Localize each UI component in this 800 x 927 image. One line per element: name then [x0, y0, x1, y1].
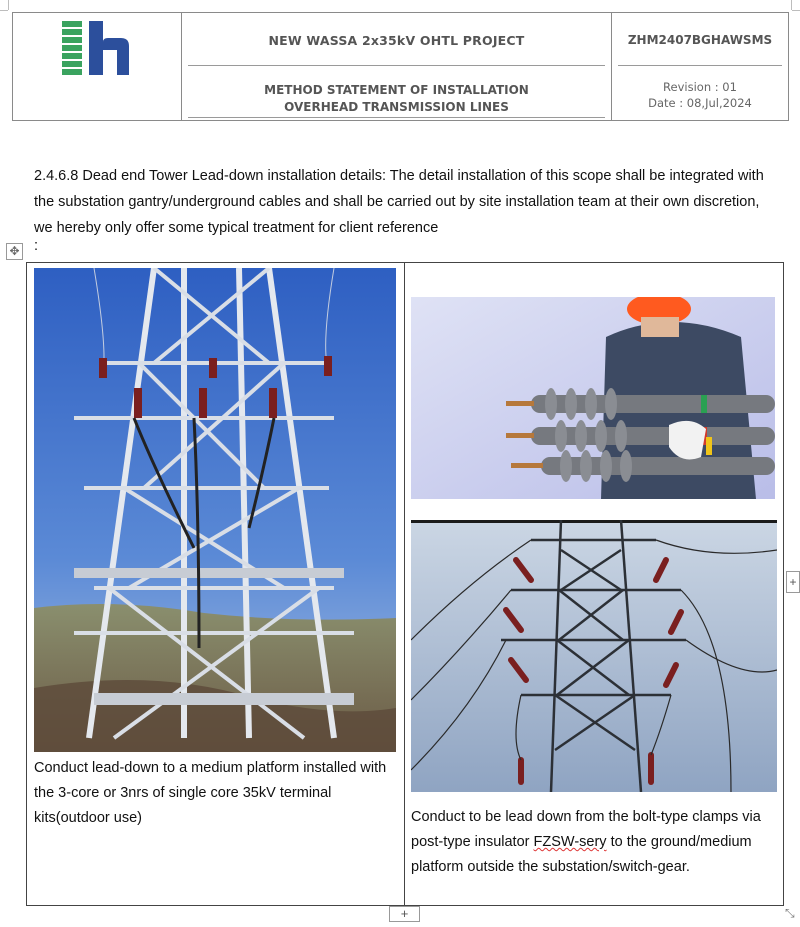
section-paragraph: 2.4.6.8 Dead end Tower Lead-down installation details: The detail installation of this scope shall be integrated with the substation gantry/underground cables and shall be carried out by site installation team at their own discretion, we hereby only offer some typical treatment for client reference	[34, 168, 764, 236]
spellcheck-flagged-word[interactable]: FZSW-sery	[533, 834, 607, 850]
subtitle-line-2: OVERHEAD TRANSMISSION LINES	[284, 100, 509, 114]
tower-platform-photo	[34, 268, 396, 752]
left-photo-caption: Conduct lead-down to a medium platform installed with the 3-core or 3nrs of single core 35kV terminal kits(outdoor use)	[34, 760, 387, 826]
plus-icon: +	[789, 575, 797, 589]
right-caption-text-2: to the ground/medium platform outside the substation/switch-gear.	[411, 834, 752, 875]
project-title-cell	[182, 13, 612, 120]
revision-info	[612, 79, 788, 111]
header-divider	[188, 65, 605, 66]
document-header	[12, 12, 789, 121]
revision-number: Revision : 01	[663, 80, 737, 94]
company-logo-cell	[13, 13, 182, 120]
subtitle-line-1: METHOD STATEMENT OF INSTALLATION	[264, 83, 529, 97]
document-code: ZHM2407BGHAWSMS	[627, 33, 773, 47]
header-bottom-rule	[188, 117, 605, 118]
move-icon: ✥	[9, 244, 20, 258]
resize-icon: ⤡	[785, 906, 795, 920]
cable-terminal-kits-photo	[411, 297, 775, 499]
photo-table	[26, 262, 784, 906]
revision-date: Date : 08,Jul,2024	[648, 96, 752, 110]
company-logo	[61, 20, 133, 80]
table-resize-handle[interactable]	[785, 906, 795, 921]
tower-post-insulator-photo	[411, 520, 777, 792]
table-move-handle[interactable]	[6, 243, 23, 260]
table-column-divider	[404, 263, 405, 905]
paragraph-colon: :	[34, 238, 39, 254]
plus-icon: +	[400, 906, 409, 921]
add-row-button[interactable]	[389, 906, 420, 922]
document-code-cell	[612, 13, 788, 120]
document-subtitle	[182, 82, 611, 116]
project-title: NEW WASSA 2x35kV OHTL PROJECT	[268, 33, 525, 48]
code-divider	[618, 65, 782, 66]
add-column-button[interactable]	[786, 571, 800, 593]
right-caption-text-1: Conduct to be lead down from the bolt-type clamps via post-type insulator	[411, 809, 761, 850]
right-photo-caption	[411, 805, 777, 880]
